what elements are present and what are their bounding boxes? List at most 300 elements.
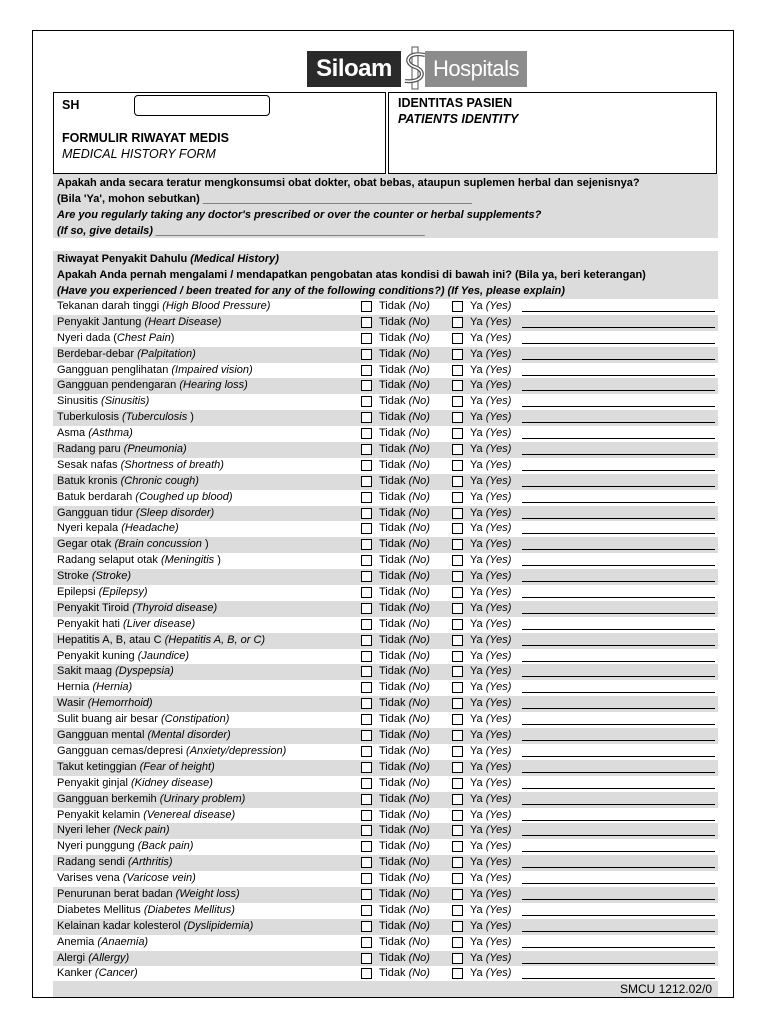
yes-text-english: (Yes) <box>485 633 512 646</box>
explanation-line[interactable] <box>522 963 715 964</box>
condition-name: Sesak nafas <box>57 458 118 471</box>
condition-name-english: (Venereal disease) <box>143 808 236 821</box>
yes-checkbox[interactable] <box>452 317 463 328</box>
yes-checkbox[interactable] <box>452 746 463 757</box>
no-checkbox[interactable] <box>361 492 372 503</box>
no-checkbox[interactable] <box>361 682 372 693</box>
explanation-line[interactable] <box>522 549 715 550</box>
no-checkbox[interactable] <box>361 953 372 964</box>
condition-label <box>57 331 174 347</box>
explanation-line[interactable] <box>522 724 715 725</box>
explanation-line[interactable] <box>522 978 715 979</box>
no-text: Tidak <box>379 792 406 805</box>
no-text: Tidak <box>379 760 406 773</box>
no-checkbox[interactable] <box>361 365 372 376</box>
no-text: Tidak <box>379 681 406 694</box>
condition-row <box>53 426 718 442</box>
condition-row <box>53 744 718 760</box>
yes-checkbox[interactable] <box>452 857 463 868</box>
yes-text: Ya <box>470 665 483 678</box>
yes-text-english: (Yes) <box>485 586 512 599</box>
yes-checkbox[interactable] <box>452 794 463 805</box>
yes-text: Ya <box>470 697 483 710</box>
explanation-line[interactable] <box>522 533 715 534</box>
no-checkbox[interactable] <box>361 555 372 566</box>
explanation-line[interactable] <box>522 756 715 757</box>
condition-label <box>57 792 245 808</box>
explanation-line[interactable] <box>522 327 715 328</box>
no-label <box>379 680 430 696</box>
yes-checkbox[interactable] <box>452 492 463 503</box>
condition-row <box>53 951 718 967</box>
yes-checkbox[interactable] <box>452 762 463 773</box>
explanation-line[interactable] <box>522 692 715 693</box>
condition-label <box>57 363 253 379</box>
condition-name: Stroke <box>57 570 89 583</box>
yes-label <box>470 664 511 680</box>
yes-checkbox[interactable] <box>452 968 463 979</box>
no-checkbox[interactable] <box>361 301 372 312</box>
yes-text-english: (Yes) <box>485 300 512 312</box>
condition-name-english: Chest Pain <box>116 331 171 344</box>
explanation-line[interactable] <box>522 486 715 487</box>
no-text: Tidak <box>379 872 406 885</box>
yes-text-english: (Yes) <box>485 347 512 360</box>
medication-details-field[interactable]: (Bila 'Ya', mohon sebutkan) ____________________________________________ <box>57 193 472 205</box>
medication-details-field-english[interactable]: (If so, give details) ____________________________________________ <box>57 225 426 237</box>
yes-checkbox[interactable] <box>452 571 463 582</box>
no-label <box>379 553 430 569</box>
no-checkbox[interactable] <box>361 508 372 519</box>
no-checkbox[interactable] <box>361 762 372 773</box>
no-checkbox[interactable] <box>361 412 372 423</box>
no-text: Tidak <box>379 824 406 837</box>
no-text-english: (No) <box>408 379 430 392</box>
no-checkbox[interactable] <box>361 460 372 471</box>
condition-row <box>53 585 718 601</box>
yes-checkbox[interactable] <box>452 349 463 360</box>
condition-label <box>57 521 179 537</box>
yes-checkbox[interactable] <box>452 523 463 534</box>
no-checkbox[interactable] <box>361 794 372 805</box>
yes-text-english: (Yes) <box>485 617 512 630</box>
no-label <box>379 458 430 474</box>
explanation-line[interactable] <box>522 518 715 519</box>
condition-name-english: (Arthritis) <box>127 856 173 869</box>
no-text-english: (No) <box>408 395 430 408</box>
condition-label <box>57 569 131 585</box>
explanation-line[interactable] <box>522 470 715 471</box>
condition-name: Gangguan penglihatan <box>57 363 169 376</box>
yes-checkbox[interactable] <box>452 889 463 900</box>
yes-text: Ya <box>470 490 483 503</box>
condition-name: Penyakit ginjal <box>57 776 128 789</box>
yes-checkbox[interactable] <box>452 476 463 487</box>
explanation-line[interactable] <box>522 645 715 646</box>
yes-label <box>470 315 511 331</box>
condition-name-english: (Diabetes Mellitus) <box>143 903 235 916</box>
no-checkbox[interactable] <box>361 873 372 884</box>
no-text-english: (No) <box>408 347 430 360</box>
yes-text-english: (Yes) <box>485 331 512 344</box>
yes-text-english: (Yes) <box>485 538 512 551</box>
yes-text-english: (Yes) <box>485 697 512 710</box>
yes-label <box>470 808 511 824</box>
form-title: FORMULIR RIWAYAT MEDIS <box>62 131 229 145</box>
yes-checkbox[interactable] <box>452 953 463 964</box>
no-checkbox[interactable] <box>361 587 372 598</box>
explanation-line[interactable] <box>522 661 715 662</box>
explanation-line[interactable] <box>522 899 715 900</box>
yes-checkbox[interactable] <box>452 619 463 630</box>
condition-name-english: (Epilepsy) <box>98 586 148 599</box>
no-checkbox[interactable] <box>361 539 372 550</box>
yes-label <box>470 474 511 490</box>
condition-name: Sakit maag <box>57 665 113 678</box>
yes-checkbox[interactable] <box>452 603 463 614</box>
patient-identity-box[interactable] <box>388 92 717 174</box>
no-checkbox[interactable] <box>361 603 372 614</box>
condition-name-suffix: ) <box>187 411 194 424</box>
no-label <box>379 633 430 649</box>
yes-label <box>470 712 511 728</box>
condition-label <box>57 664 174 680</box>
explanation-line[interactable] <box>522 947 715 948</box>
condition-label <box>57 442 187 458</box>
no-text: Tidak <box>379 363 406 376</box>
no-checkbox[interactable] <box>361 428 372 439</box>
no-text-english: (No) <box>408 649 430 662</box>
yes-checkbox[interactable] <box>452 460 463 471</box>
yes-label <box>470 823 511 839</box>
no-checkbox[interactable] <box>361 968 372 979</box>
condition-name: Sulit buang air besar <box>57 713 158 726</box>
no-text-english: (No) <box>408 601 430 614</box>
no-checkbox[interactable] <box>361 571 372 582</box>
condition-row <box>53 410 718 426</box>
condition-name-english: (Allergy) <box>88 951 130 964</box>
no-checkbox[interactable] <box>361 905 372 916</box>
no-checkbox[interactable] <box>361 778 372 789</box>
no-checkbox[interactable] <box>361 921 372 932</box>
explanation-line[interactable] <box>522 613 715 614</box>
yes-checkbox[interactable] <box>452 841 463 852</box>
patient-identity-title: IDENTITAS PASIEN <box>398 96 513 110</box>
explanation-line[interactable] <box>522 502 715 503</box>
yes-checkbox[interactable] <box>452 730 463 741</box>
condition-name-english: (Brain concussion <box>114 538 202 551</box>
yes-checkbox[interactable] <box>452 905 463 916</box>
explanation-line[interactable] <box>522 375 715 376</box>
no-checkbox[interactable] <box>361 825 372 836</box>
explanation-line[interactable] <box>522 740 715 741</box>
yes-checkbox[interactable] <box>452 921 463 932</box>
medical-history-title-english: (Medical History) <box>190 253 279 265</box>
condition-name-english: (Anxiety/depression) <box>186 744 287 757</box>
medical-history-question-english: (Have you experienced / been treated for any of the following conditions?) (If Yes, please explain) <box>57 285 565 297</box>
explanation-line[interactable] <box>522 788 715 789</box>
yes-checkbox[interactable] <box>452 825 463 836</box>
no-text-english: (No) <box>408 681 430 694</box>
yes-text-english: (Yes) <box>485 570 512 583</box>
explanation-line[interactable] <box>522 454 715 455</box>
condition-row <box>53 760 718 776</box>
yes-text: Ya <box>470 617 483 630</box>
no-label <box>379 537 430 553</box>
no-checkbox[interactable] <box>361 635 372 646</box>
yes-checkbox[interactable] <box>452 412 463 423</box>
no-label <box>379 299 430 315</box>
no-checkbox[interactable] <box>361 666 372 677</box>
no-text-english: (No) <box>408 411 430 424</box>
no-checkbox[interactable] <box>361 349 372 360</box>
yes-checkbox[interactable] <box>452 396 463 407</box>
medication-question <box>53 174 718 238</box>
no-checkbox[interactable] <box>361 444 372 455</box>
no-label <box>379 823 430 839</box>
yes-label <box>470 728 511 744</box>
condition-row <box>53 808 718 824</box>
condition-name: Hepatitis A, B, atau C <box>57 633 162 646</box>
condition-label <box>57 426 133 442</box>
yes-text-english: (Yes) <box>485 427 512 440</box>
yes-checkbox[interactable] <box>452 810 463 821</box>
yes-text: Ya <box>470 300 483 312</box>
explanation-line[interactable] <box>522 804 715 805</box>
yes-label <box>470 347 511 363</box>
no-text-english: (No) <box>408 443 430 456</box>
no-text-english: (No) <box>408 697 430 710</box>
yes-label <box>470 966 511 982</box>
yes-checkbox[interactable] <box>452 873 463 884</box>
no-text: Tidak <box>379 474 406 487</box>
condition-name-english: (Tuberculosis <box>122 411 188 424</box>
yes-checkbox[interactable] <box>452 380 463 391</box>
no-checkbox[interactable] <box>361 889 372 900</box>
explanation-line[interactable] <box>522 835 715 836</box>
yes-checkbox[interactable] <box>452 365 463 376</box>
no-checkbox[interactable] <box>361 619 372 630</box>
explanation-line[interactable] <box>522 931 715 932</box>
condition-row <box>53 649 718 665</box>
condition-name-suffix: ) <box>170 331 175 344</box>
condition-name-english: (Weight loss) <box>175 887 240 900</box>
yes-checkbox[interactable] <box>452 937 463 948</box>
explanation-line[interactable] <box>522 772 715 773</box>
yes-label <box>470 521 511 537</box>
explanation-line[interactable] <box>522 422 715 423</box>
no-label <box>379 315 430 331</box>
yes-text: Ya <box>470 919 483 932</box>
condition-label <box>57 617 195 633</box>
condition-row <box>53 601 718 617</box>
no-checkbox[interactable] <box>361 476 372 487</box>
no-label <box>379 521 430 537</box>
condition-name: Nyeri dada ( <box>57 331 117 344</box>
explanation-line[interactable] <box>522 820 715 821</box>
yes-checkbox[interactable] <box>452 682 463 693</box>
medication-question-english: Are you regularly taking any doctor's prescribed or over the counter or herbal supplements? <box>57 209 542 221</box>
no-text-english: (No) <box>408 760 430 773</box>
explanation-line[interactable] <box>522 597 715 598</box>
explanation-line[interactable] <box>522 581 715 582</box>
explanation-line[interactable] <box>522 359 715 360</box>
no-text-english: (No) <box>408 617 430 630</box>
no-text: Tidak <box>379 935 406 948</box>
condition-label <box>57 458 224 474</box>
yes-text: Ya <box>470 347 483 360</box>
yes-text: Ya <box>470 649 483 662</box>
yes-checkbox[interactable] <box>452 778 463 789</box>
yes-label <box>470 776 511 792</box>
no-checkbox[interactable] <box>361 698 372 709</box>
condition-name: Penyakit Jantung <box>57 315 142 328</box>
medication-question-text: Apakah anda secara teratur mengkonsumsi obat dokter, obat bebas, ataupun suplemen herbal dan sejenisnya? <box>57 177 640 189</box>
condition-label <box>57 776 213 792</box>
yes-checkbox[interactable] <box>452 428 463 439</box>
no-checkbox[interactable] <box>361 730 372 741</box>
no-text: Tidak <box>379 347 406 360</box>
explanation-line[interactable] <box>522 311 715 312</box>
no-text-english: (No) <box>408 474 430 487</box>
yes-text: Ya <box>470 935 483 948</box>
explanation-line[interactable] <box>522 676 715 677</box>
yes-checkbox[interactable] <box>452 333 463 344</box>
condition-name: Gangguan berkemih <box>57 792 157 805</box>
no-text-english: (No) <box>408 776 430 789</box>
no-label <box>379 871 430 887</box>
yes-text-english: (Yes) <box>485 681 512 694</box>
condition-row <box>53 919 718 935</box>
condition-row <box>53 696 718 712</box>
yes-checkbox[interactable] <box>452 587 463 598</box>
condition-label <box>57 537 209 553</box>
no-text-english: (No) <box>408 665 430 678</box>
no-text: Tidak <box>379 331 406 344</box>
yes-text: Ya <box>470 760 483 773</box>
explanation-line[interactable] <box>522 708 715 709</box>
condition-name: Diabetes Mellitus <box>57 903 141 916</box>
yes-text: Ya <box>470 522 483 535</box>
no-checkbox[interactable] <box>361 380 372 391</box>
medical-history-title-line <box>57 251 714 267</box>
condition-name-english: (Liver disease) <box>123 617 196 630</box>
condition-name-english: (Neck pain) <box>113 824 170 837</box>
explanation-line[interactable] <box>522 390 715 391</box>
yes-checkbox[interactable] <box>452 666 463 677</box>
condition-name-english: (Heart Disease) <box>144 315 222 328</box>
condition-label <box>57 553 221 569</box>
no-checkbox[interactable] <box>361 810 372 821</box>
explanation-line[interactable] <box>522 867 715 868</box>
explanation-line[interactable] <box>522 343 715 344</box>
yes-label <box>470 394 511 410</box>
yes-checkbox[interactable] <box>452 444 463 455</box>
condition-row <box>53 315 718 331</box>
no-checkbox[interactable] <box>361 333 372 344</box>
condition-name: Gangguan cemas/depresi <box>57 744 183 757</box>
no-text-english: (No) <box>408 300 430 312</box>
yes-checkbox[interactable] <box>452 651 463 662</box>
form-code: SMCU 1212.02/0 <box>53 981 718 997</box>
yes-label <box>470 680 511 696</box>
condition-name-english: (Urinary problem) <box>159 792 246 805</box>
condition-label <box>57 839 193 855</box>
yes-text: Ya <box>470 474 483 487</box>
no-text-english: (No) <box>408 490 430 503</box>
no-label <box>379 569 430 585</box>
yes-text: Ya <box>470 331 483 344</box>
no-checkbox[interactable] <box>361 651 372 662</box>
yes-label <box>470 649 511 665</box>
no-checkbox[interactable] <box>361 523 372 534</box>
no-checkbox[interactable] <box>361 841 372 852</box>
yes-checkbox[interactable] <box>452 508 463 519</box>
yes-checkbox[interactable] <box>452 301 463 312</box>
yes-text: Ya <box>470 586 483 599</box>
yes-text-english: (Yes) <box>485 506 512 519</box>
no-label <box>379 474 430 490</box>
no-checkbox[interactable] <box>361 396 372 407</box>
explanation-line[interactable] <box>522 883 715 884</box>
condition-label <box>57 951 129 967</box>
condition-name-english: (Meningitis <box>160 554 215 567</box>
no-text: Tidak <box>379 951 406 964</box>
no-checkbox[interactable] <box>361 857 372 868</box>
condition-row <box>53 680 718 696</box>
yes-checkbox[interactable] <box>452 555 463 566</box>
yes-label <box>470 299 511 315</box>
condition-label <box>57 966 138 982</box>
yes-label <box>470 887 511 903</box>
explanation-line[interactable] <box>522 915 715 916</box>
no-label <box>379 426 430 442</box>
yes-checkbox[interactable] <box>452 698 463 709</box>
explanation-line[interactable] <box>522 438 715 439</box>
no-label <box>379 839 430 855</box>
no-text: Tidak <box>379 490 406 503</box>
sh-number-field[interactable] <box>134 95 270 116</box>
yes-text-english: (Yes) <box>485 824 512 837</box>
explanation-line[interactable] <box>522 629 715 630</box>
yes-label <box>470 744 511 760</box>
yes-text: Ya <box>470 601 483 614</box>
yes-checkbox[interactable] <box>452 635 463 646</box>
yes-text: Ya <box>470 967 483 980</box>
condition-label <box>57 394 149 410</box>
medical-history-question: Apakah Anda pernah mengalami / mendapatkan pengobatan atas kondisi di bawah ini? (Bila ya, beri keterangan) <box>57 269 646 281</box>
no-label <box>379 696 430 712</box>
no-checkbox[interactable] <box>361 317 372 328</box>
condition-name-english: (Fear of height) <box>139 760 215 773</box>
no-text: Tidak <box>379 395 406 408</box>
explanation-line[interactable] <box>522 406 715 407</box>
yes-checkbox[interactable] <box>452 714 463 725</box>
yes-checkbox[interactable] <box>452 539 463 550</box>
no-checkbox[interactable] <box>361 714 372 725</box>
condition-name-english: (Cancer) <box>94 967 138 980</box>
explanation-line[interactable] <box>522 851 715 852</box>
no-checkbox[interactable] <box>361 937 372 948</box>
condition-row <box>53 712 718 728</box>
explanation-line[interactable] <box>522 565 715 566</box>
yes-text-english: (Yes) <box>485 744 512 757</box>
yes-text: Ya <box>470 538 483 551</box>
no-checkbox[interactable] <box>361 746 372 757</box>
condition-row <box>53 490 718 506</box>
condition-row <box>53 664 718 680</box>
condition-name: Hernia <box>57 681 90 694</box>
